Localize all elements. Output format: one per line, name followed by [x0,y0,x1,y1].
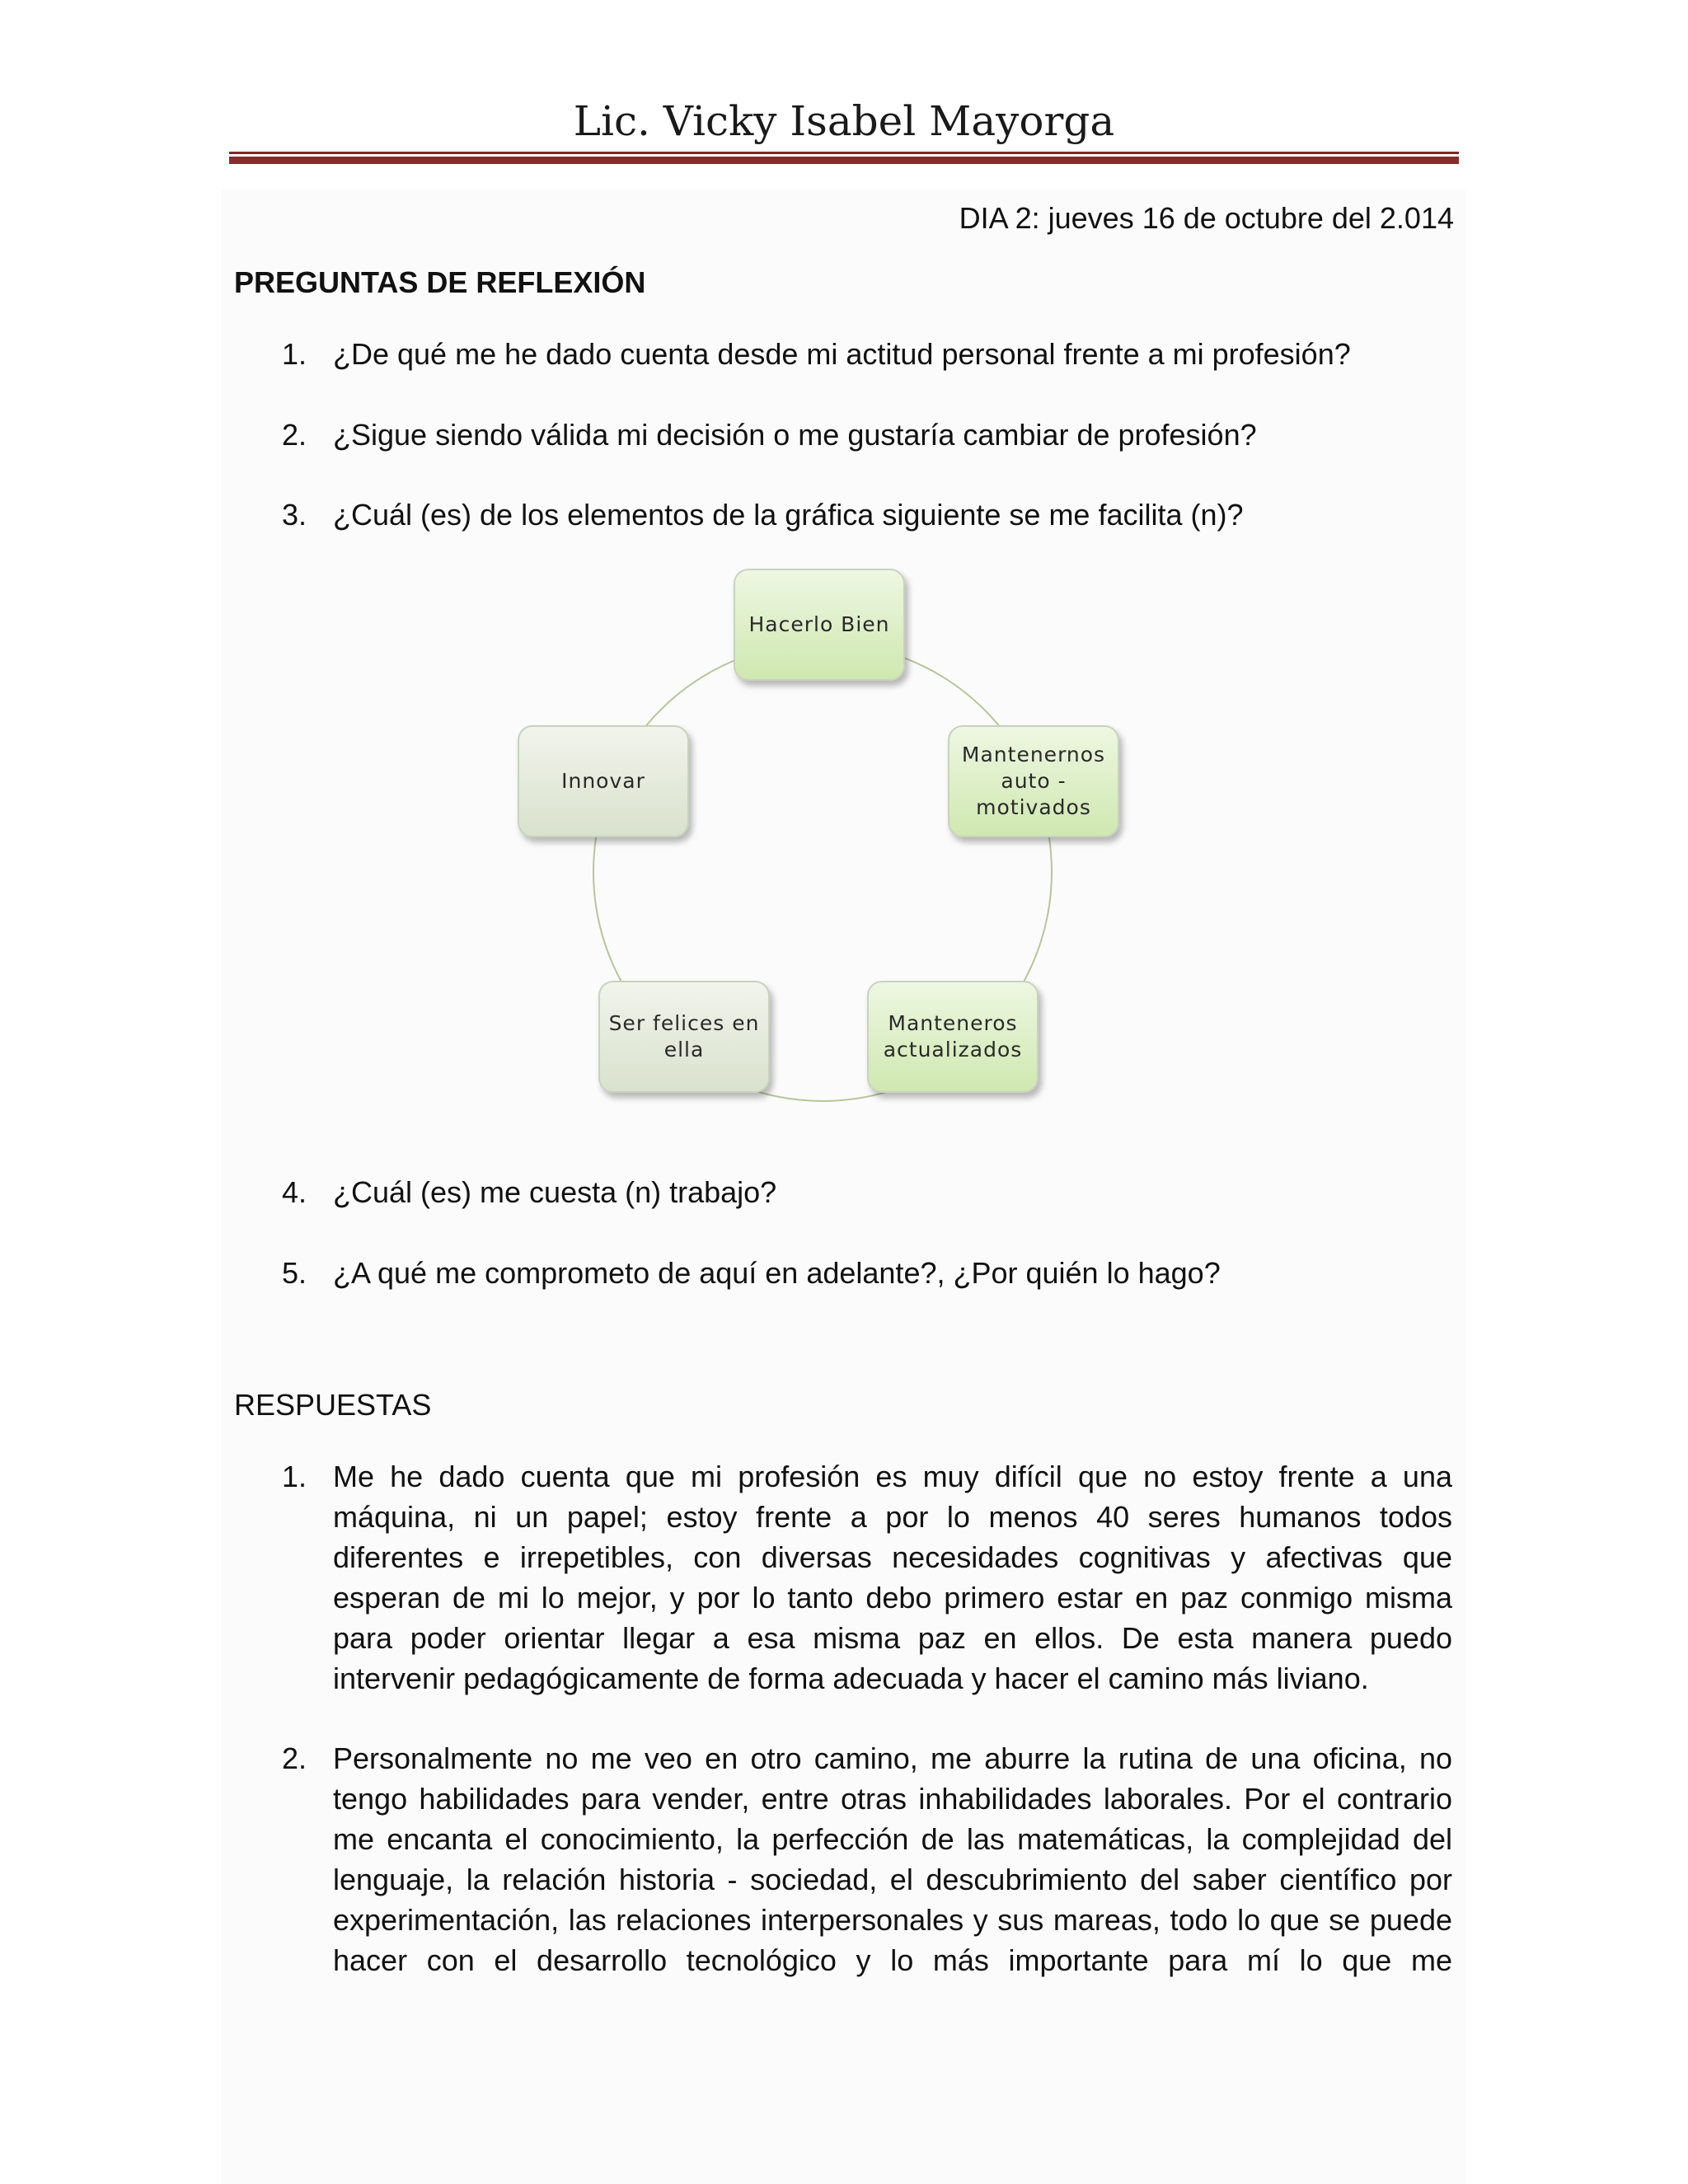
question-text: ¿A qué me comprometo de aquí en adelante?, ¿Por quién lo hago? [333,1256,1221,1290]
header-rule-thick [229,157,1459,164]
answer-text: Me he dado cuenta que mi profesión es muy difícil que no estoy frente a una máquina, ni un papel; estoy frente a por lo menos 40 seres humanos todos diferentes e irrepetibles, con diversas necesidades cognitivas y afectivas que esperan de mi lo mejor, y por lo tanto debo primero estar en paz conmigo misma para poder orientar llegar a esa misma paz en ellos. De esta manera puedo intervenir pedagógicamente de forma adecuada y hacer el camino más liviano. [333,1460,1452,1695]
question-text: ¿Cuál (es) de los elementos de la gráfica siguiente se me facilita (n)? [333,498,1244,532]
cycle-diagram [511,560,1137,1104]
answer-text: Personalmente no me veo en otro camino, me aburre la rutina de una oficina, no tengo habilidades para vender, entre otras inhabilidades laborales. Por el contrario me encanta el conocimiento, la perfección de las matemáticas, la complejidad del lenguaje, la relación historia - sociedad, el descubrimiento del saber científico por experimentación, las relaciones interpersonales y sus mareas, todo lo que se puede hacer con el desarrollo tecnológico y lo más importante para mí lo que me [333,1741,1452,1977]
node-mantenernos-motivados: Mantenernos auto - motivados [948,725,1119,837]
answers-heading: RESPUESTAS [234,1388,432,1422]
answer-number: 1. [282,1460,307,1493]
question-number: 2. [282,418,307,452]
questions-heading: PREGUNTAS DE REFLEXIÓN [234,265,646,299]
question-text: ¿Sigue siendo válida mi decisión o me gustaría cambiar de profesión? [333,418,1257,452]
header-author: Lic. Vicky Isabel Mayorga [573,97,1115,145]
node-hacerlo-bien: Hacerlo Bien [734,569,905,681]
node-ser-felices: Ser felices en ella [598,981,770,1093]
node-innovar: Innovar [518,725,689,837]
question-number: 1. [282,337,307,371]
question-number: 3. [282,498,307,532]
question-number: 5. [282,1256,307,1290]
question-text: ¿De qué me he dado cuenta desde mi actitud personal frente a mi profesión? [333,337,1351,371]
answer-number: 2. [282,1741,307,1775]
question-text: ¿Cuál (es) me cuesta (n) trabajo? [333,1175,777,1209]
header-rule-thin [229,152,1459,154]
date-line: DIA 2: jueves 16 de octubre del 2.014 [959,201,1454,235]
question-number: 4. [282,1175,307,1209]
node-manteneros-actualizados: Manteneros actualizados [867,981,1039,1093]
